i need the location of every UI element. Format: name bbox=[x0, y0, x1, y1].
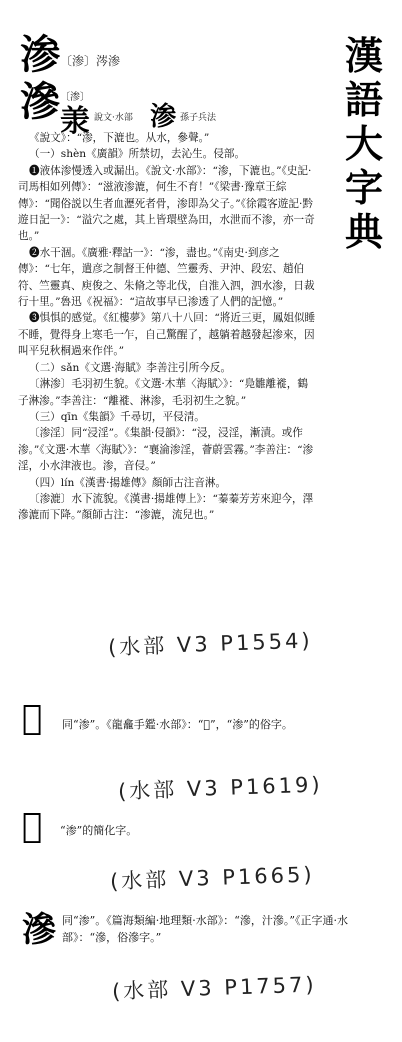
source-mark: 〔渗〕 bbox=[60, 92, 90, 103]
variant-entry-character: 𣹛 bbox=[22, 698, 43, 738]
handwritten-page-note: (水部 V3 P1665) bbox=[109, 862, 315, 894]
variant-entry-definition: 同“渗”。《龍龕手鑑·水部》：“𣹛”，“渗”的俗字。 bbox=[62, 718, 293, 731]
definition-paragraph: 〔渗淫〕同“浸淫”。《集韻·侵韻》：“浸，浸淫，漸漬。或作渗。”《文選·木華〈海賦〉》：“襄淪渗淫，薈蔚雲霧。”李善注：“渗淫，小水津液也。渗，音侵。” bbox=[18, 427, 314, 473]
definition-paragraph: ❶液体渗慢透入或漏出。《說文·水部》：“渗，下漉也。”《史記·司馬相如列傳》：“滋液渗漉，何生不育！”《梁書·豫章王綜傳》：“聞俗説以生者血瀝死者骨，渗即為父子。”《徐霞客遊記·黔遊日記一》：“溢穴之處，其上皆環壁為田，水泄而不渗，亦一奇也。” bbox=[18, 164, 315, 243]
seal-script-source: 說文·水部 bbox=[94, 113, 133, 123]
entry-head-character: 渗 bbox=[20, 31, 60, 78]
definition-paragraph: ❸惧惧的感觉。《紅樓夢》第八十八回：“將近三更，鳳姐似睡不睡，覺得身上寒毛一乍，自己驚醒了，越躺着越發起渗來，因叫平兒秋桐過來作伴。” bbox=[18, 312, 316, 358]
main-entry-character: 滲 bbox=[20, 78, 60, 125]
dictionary-title: 漢語大字典 bbox=[344, 33, 383, 254]
definition-paragraph: ❷水干涸。《廣雅·釋詁一》：“渗，盡也。”《南史·到彦之傳》：“七年，遣彦之制督王仲德、竺靈秀、尹沖、段宏、趙伯符、竺靈真、庾俊之、朱脩之等北伐，自淮入泗，泗水渗，日裁行十里。”魯迅《祝福》：“這故事早已渗透了人們的記憶。” bbox=[18, 246, 315, 309]
simplified-entry-definition: “渗”的簡化字。 bbox=[60, 824, 138, 837]
entry-definition-body bbox=[18, 130, 318, 524]
variant-label: 〔渗〕涔渗 bbox=[60, 54, 121, 68]
seal-script-glyph: 𣴎 bbox=[60, 104, 90, 139]
definition-paragraph: 《說文》：“渗，下漉也。从水，參聲。” bbox=[29, 132, 210, 144]
definition-paragraph: （三）qīn《集韻》千尋切，平侵清。 bbox=[29, 410, 205, 423]
definition-paragraph: （一）shèn《廣韻》所禁切，去沁生。侵部。 bbox=[29, 148, 246, 161]
definition-paragraph: （二）sǎn《文選·海賦》李善注引所今反。 bbox=[29, 361, 232, 374]
simplified-entry-character: 𣾐 bbox=[22, 806, 43, 846]
clerical-script-source: 孫子兵法 bbox=[180, 113, 217, 123]
handwritten-page-note: (水部 V3 P1619) bbox=[117, 772, 323, 804]
vulgar-entry-definition: 同“渗”。《篇海類編·地理類·水部》：“滲，汁滲。”《正字通·水部》：“滲，俗滲字。” bbox=[62, 914, 348, 944]
definition-paragraph: 〔淋渗〕毛羽初生貌。《文選·木華〈海賦〉》：“鳧雛離褷，鶴子淋渗。”李善注：“離褷、淋渗，毛羽初生之貌。” bbox=[18, 378, 308, 407]
definition-paragraph: （四）lín《漢書·揚雄傳》顏師古注音淋。 bbox=[29, 476, 227, 489]
handwritten-page-note: (水部 V3 P1554) bbox=[107, 628, 313, 660]
definition-paragraph: 〔渗漉〕水下流貌。《漢書·揚雄傳上》：“蓁蓁芳芳來迎今，澤滲漉而下降。”顏師古注：“渗漉，流兒也。” bbox=[18, 492, 314, 522]
handwritten-page-note: (水部 V3 P1757) bbox=[111, 972, 317, 1004]
vulgar-entry-character: 滲 bbox=[22, 910, 56, 950]
clerical-script-glyph: 渗 bbox=[150, 102, 177, 132]
